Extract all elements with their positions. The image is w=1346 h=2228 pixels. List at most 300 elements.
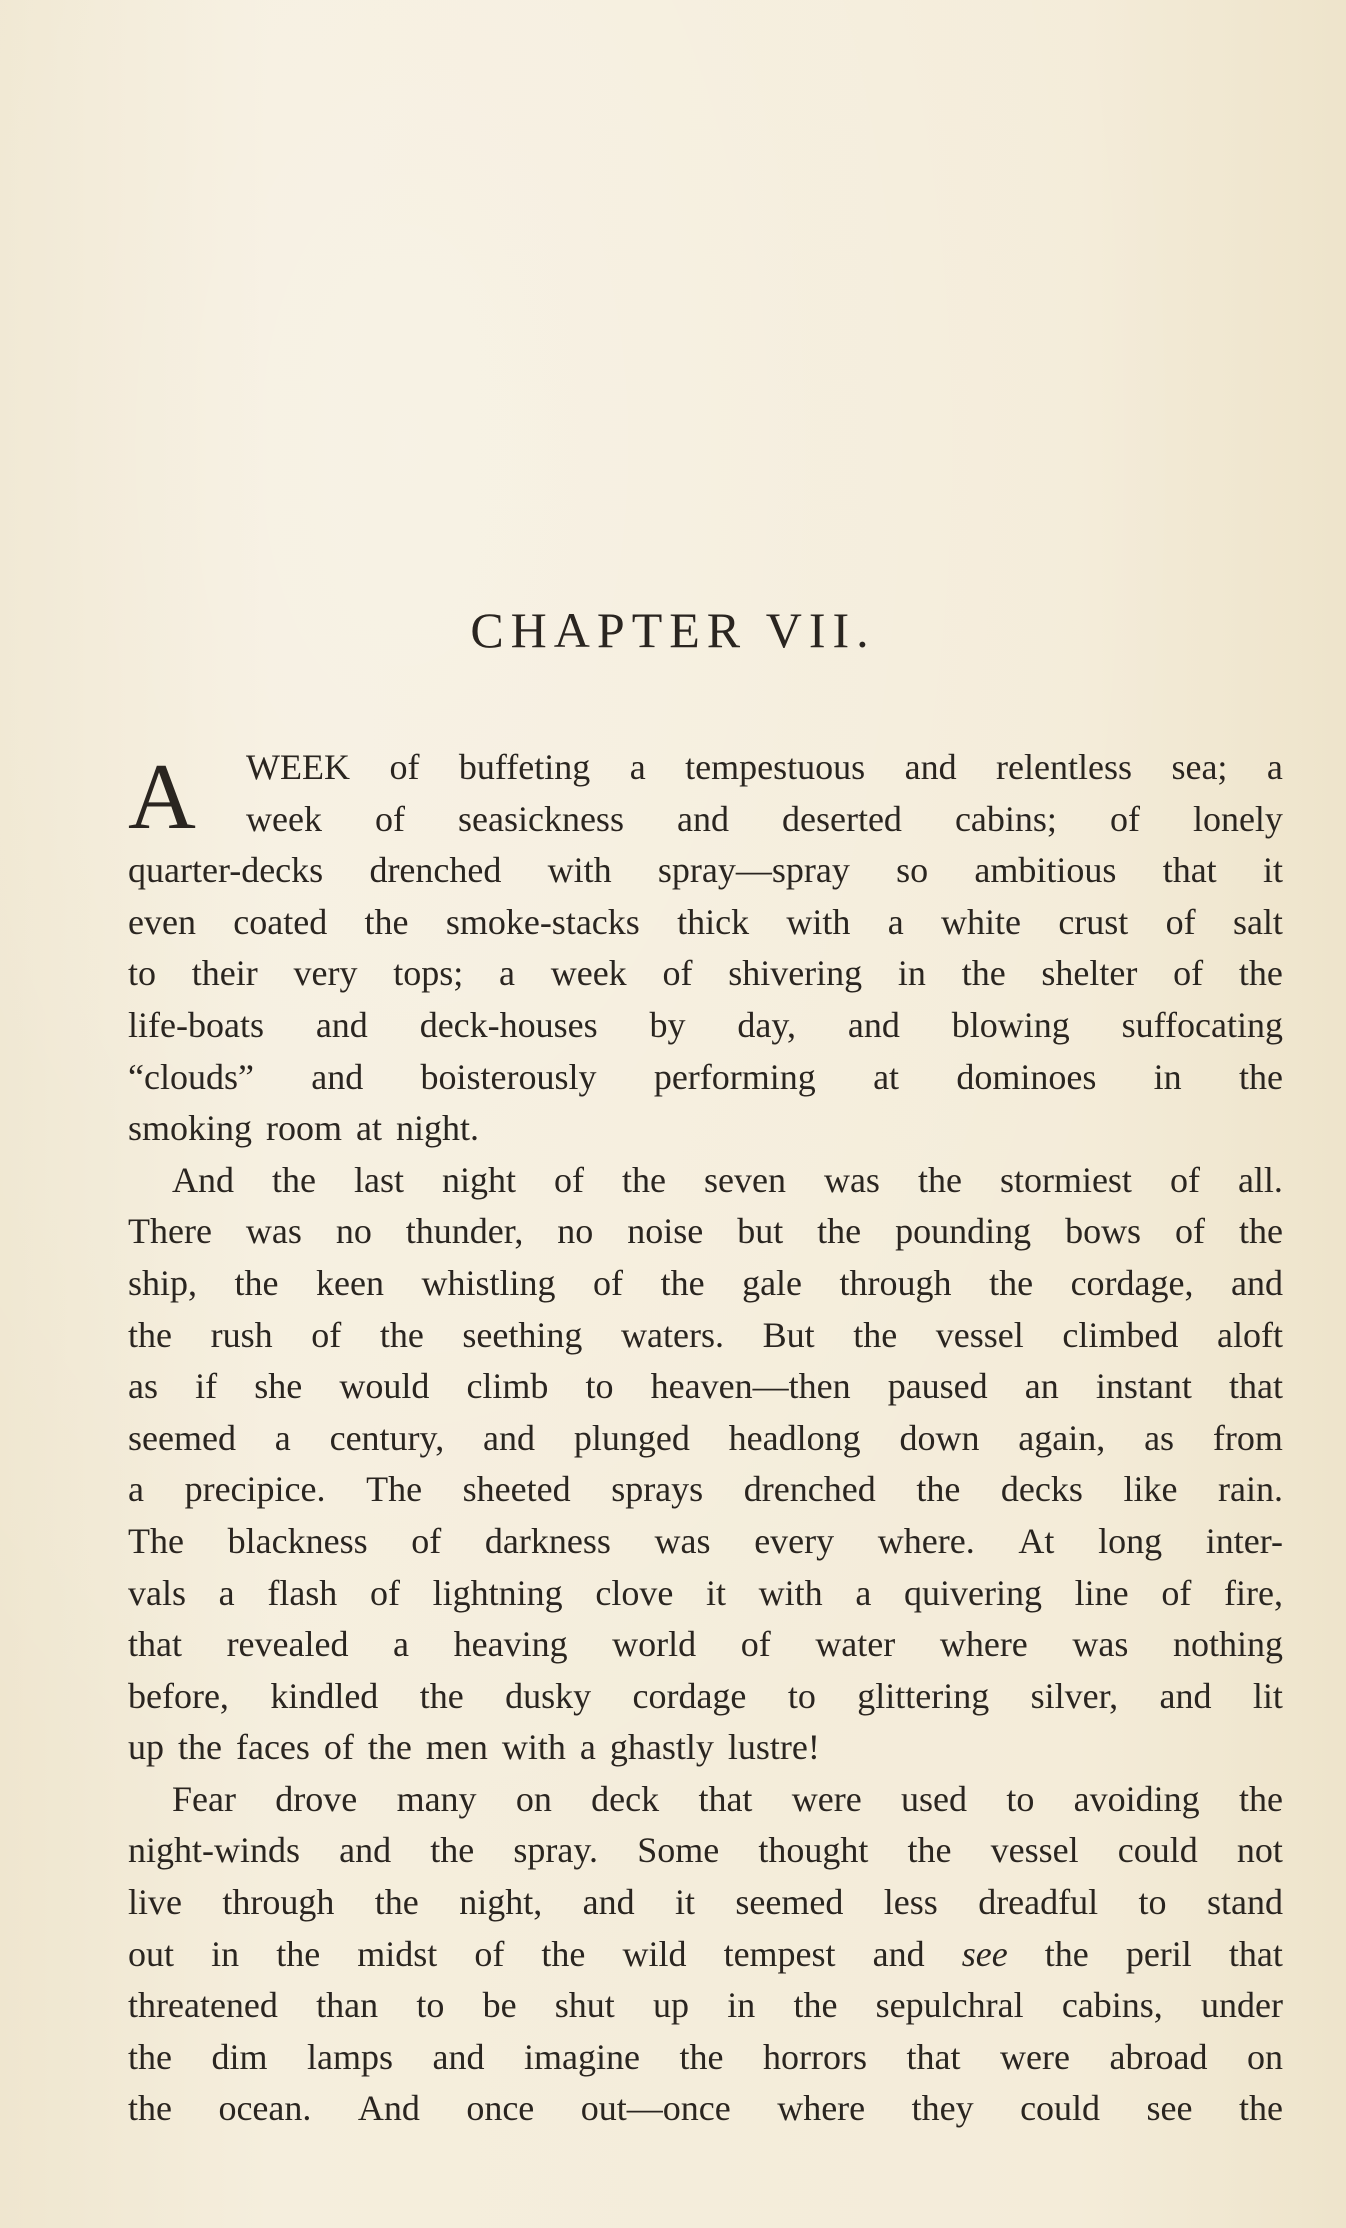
drop-cap: A xyxy=(128,745,196,849)
word: noise xyxy=(627,1211,704,1252)
word: the xyxy=(541,1933,586,1974)
word: the xyxy=(1238,1778,1283,1819)
word: to xyxy=(416,1985,445,2026)
word: dominoes xyxy=(956,1056,1097,1097)
word: than xyxy=(316,1985,379,2026)
word: inter- xyxy=(1205,1520,1283,1561)
word: it xyxy=(705,1572,726,1613)
word: a xyxy=(128,1469,144,1510)
text-line xyxy=(128,1464,1283,1516)
word: silver, xyxy=(1030,1675,1119,1716)
word: abroad xyxy=(1109,2036,1208,2077)
word: flash xyxy=(267,1572,338,1613)
word: vals xyxy=(128,1572,186,1613)
text-line xyxy=(128,1825,1283,1877)
word: But xyxy=(762,1314,815,1355)
word: where. xyxy=(877,1520,975,1561)
word: cordage, xyxy=(1070,1262,1194,1303)
word: the xyxy=(128,2088,172,2129)
word: up xyxy=(653,1985,689,2026)
word: white xyxy=(941,901,1022,942)
word: up xyxy=(128,1727,164,1768)
word: dreadful xyxy=(978,1882,1099,1923)
word: imagine xyxy=(524,2036,641,2077)
word: the xyxy=(1238,1056,1283,1097)
word: There xyxy=(128,1211,212,1252)
word: stormiest xyxy=(999,1159,1132,1200)
word: of xyxy=(323,1727,354,1768)
word: the xyxy=(374,1882,419,1923)
word: quivering xyxy=(904,1572,1042,1613)
word: a xyxy=(579,1727,596,1768)
word: tops; xyxy=(393,953,464,994)
word: that xyxy=(1228,1933,1283,1974)
word: it xyxy=(675,1882,696,1923)
word: and xyxy=(1159,1675,1212,1716)
text-line xyxy=(128,897,1283,949)
word: all. xyxy=(1237,1159,1283,1200)
word: a xyxy=(1266,747,1283,787)
word: the xyxy=(430,1830,475,1871)
word: threatened xyxy=(128,1985,278,2026)
word: that xyxy=(1162,850,1217,891)
word: and xyxy=(339,1830,392,1871)
word: of xyxy=(1161,1572,1192,1613)
word: dim xyxy=(211,2036,268,2077)
word: shivering xyxy=(728,953,863,994)
word: a xyxy=(855,1572,872,1613)
word: thick xyxy=(677,901,750,942)
word: smoking xyxy=(128,1108,253,1149)
word: that xyxy=(128,1624,182,1665)
word: through xyxy=(222,1882,335,1923)
word: keen xyxy=(316,1262,384,1303)
word: blackness xyxy=(227,1520,368,1561)
word: climbed xyxy=(1062,1314,1179,1355)
word: ghastly xyxy=(609,1727,714,1768)
word: like xyxy=(1123,1469,1178,1510)
word: line xyxy=(1074,1572,1129,1613)
text-line xyxy=(128,742,1283,794)
word: be xyxy=(482,1985,517,2026)
word: lightning xyxy=(432,1572,563,1613)
text-line xyxy=(128,2032,1283,2084)
word: a xyxy=(218,1572,235,1613)
word: drove xyxy=(275,1778,358,1819)
word: no xyxy=(557,1211,594,1252)
word: the xyxy=(1238,2088,1283,2129)
text-line xyxy=(128,845,1283,897)
word: at xyxy=(873,1056,900,1097)
word: darkness xyxy=(484,1520,611,1561)
word: and xyxy=(311,1056,364,1097)
word: dusky xyxy=(505,1675,592,1716)
word: seemed xyxy=(128,1417,236,1458)
word: the xyxy=(276,1933,321,1974)
word: that xyxy=(698,1778,753,1819)
word: the xyxy=(367,1727,412,1768)
word: that xyxy=(1228,1366,1283,1407)
word: men xyxy=(425,1727,488,1768)
word: seething xyxy=(462,1314,583,1355)
word: deck xyxy=(591,1778,660,1819)
word: and xyxy=(904,747,957,787)
word: a xyxy=(393,1624,410,1665)
word: night. xyxy=(396,1108,480,1149)
word: drenched xyxy=(743,1469,876,1510)
word: drenched xyxy=(369,850,502,891)
word: week xyxy=(246,798,322,839)
text-line xyxy=(128,1722,1283,1774)
word: to xyxy=(787,1675,816,1716)
word: of xyxy=(1173,953,1204,994)
word: an xyxy=(1024,1366,1059,1407)
word: midst xyxy=(357,1933,438,1974)
word: vessel xyxy=(990,1830,1079,1871)
word: a xyxy=(887,901,904,942)
word: with xyxy=(547,850,612,891)
word: cabins, xyxy=(1061,1985,1163,2026)
word: the xyxy=(817,1211,862,1252)
word: once xyxy=(466,2088,535,2129)
word: century, xyxy=(329,1417,445,1458)
word: WEEK xyxy=(246,747,350,787)
word: The xyxy=(366,1469,423,1510)
word: the xyxy=(1238,953,1283,994)
word: the xyxy=(128,1314,172,1355)
word: under xyxy=(1201,1985,1283,2026)
word: heaven—then xyxy=(650,1366,851,1407)
word: seemed xyxy=(735,1882,844,1923)
word: in xyxy=(897,953,926,994)
word: salt xyxy=(1232,901,1283,942)
word: And xyxy=(357,2088,420,2129)
word: she xyxy=(254,1366,303,1407)
word: sea; xyxy=(1171,747,1228,787)
word: nothing xyxy=(1172,1624,1283,1665)
word: And xyxy=(172,1159,234,1200)
word: the xyxy=(961,953,1006,994)
text-line xyxy=(128,1310,1283,1362)
text-line xyxy=(128,1516,1283,1568)
word: at xyxy=(356,1108,382,1149)
word: spray—spray xyxy=(657,850,850,891)
word: peril xyxy=(1125,1933,1192,1974)
word: the xyxy=(622,1159,666,1200)
word: where xyxy=(777,2088,866,2129)
word: suffocating xyxy=(1121,1004,1283,1045)
word: aloft xyxy=(1216,1314,1283,1355)
text-line xyxy=(128,1155,1283,1207)
word: with xyxy=(786,901,851,942)
word: as xyxy=(128,1366,158,1407)
word: seven xyxy=(703,1159,786,1200)
word: rain. xyxy=(1218,1469,1283,1510)
word: every xyxy=(754,1520,835,1561)
word: deserted xyxy=(781,798,902,839)
word: stand xyxy=(1206,1882,1283,1923)
word: was xyxy=(1072,1624,1129,1665)
word: sepulchral xyxy=(875,1985,1024,2026)
word: rush xyxy=(210,1314,273,1355)
word: on xyxy=(1246,2036,1283,2077)
word: the xyxy=(853,1314,898,1355)
word: Fear xyxy=(172,1778,236,1819)
word: world xyxy=(612,1624,697,1665)
word: room xyxy=(266,1108,343,1149)
word: to xyxy=(585,1366,614,1407)
word: out—once xyxy=(580,2088,731,2129)
word: clove xyxy=(595,1572,674,1613)
text-line xyxy=(128,1206,1283,1258)
word: many xyxy=(396,1778,477,1819)
word: was xyxy=(654,1520,711,1561)
word: in xyxy=(727,1985,756,2026)
word: was xyxy=(823,1159,880,1200)
word: the xyxy=(128,2036,172,2077)
word: again, xyxy=(1018,1417,1106,1458)
word: where xyxy=(939,1624,1028,1665)
word: deck-houses xyxy=(419,1004,598,1045)
word: were xyxy=(791,1778,862,1819)
word: waters. xyxy=(621,1314,724,1355)
word: The xyxy=(128,1520,184,1561)
word: climb xyxy=(466,1366,549,1407)
word: of xyxy=(1109,798,1140,839)
word: the xyxy=(234,1262,279,1303)
text-line xyxy=(128,1258,1283,1310)
word: of xyxy=(593,1262,624,1303)
word: cordage xyxy=(632,1675,747,1716)
word: they xyxy=(911,2088,974,2129)
word: wild xyxy=(622,1933,687,1974)
word: the xyxy=(917,1159,962,1200)
word: last xyxy=(353,1159,404,1200)
word: seasickness xyxy=(458,798,624,839)
word: of xyxy=(369,1572,400,1613)
text-line xyxy=(128,1000,1283,1052)
text-line xyxy=(128,1671,1283,1723)
word: in xyxy=(211,1933,240,1974)
word: that xyxy=(906,2036,961,2077)
text-line xyxy=(128,1413,1283,1465)
word: of xyxy=(311,1314,342,1355)
word: faces xyxy=(235,1727,310,1768)
word: tempestuous xyxy=(685,747,866,787)
word: performing xyxy=(653,1056,816,1097)
word: would xyxy=(339,1366,430,1407)
word: and xyxy=(1231,1262,1283,1303)
word: headlong xyxy=(728,1417,861,1458)
word: even xyxy=(128,901,196,942)
word: of xyxy=(1165,901,1196,942)
word: of xyxy=(1175,1211,1206,1252)
text-line xyxy=(128,1568,1283,1620)
word: bows xyxy=(1065,1211,1142,1252)
word: ship, xyxy=(128,1262,198,1303)
word: sprays xyxy=(611,1469,704,1510)
word: a xyxy=(274,1417,291,1458)
word: sheeted xyxy=(462,1469,571,1510)
word: crust xyxy=(1058,901,1129,942)
word: lustre! xyxy=(727,1727,820,1768)
word: in xyxy=(1153,1056,1182,1097)
text-line xyxy=(128,1980,1283,2032)
word: decks xyxy=(1000,1469,1083,1510)
word: cabins; xyxy=(954,798,1057,839)
word: the xyxy=(989,1262,1034,1303)
word: night, xyxy=(459,1882,543,1923)
word: the xyxy=(364,901,409,942)
word: live xyxy=(128,1882,182,1923)
word: of xyxy=(1169,1159,1200,1200)
word: life-boats xyxy=(128,1004,264,1045)
word: but xyxy=(737,1211,784,1252)
word: paused xyxy=(887,1366,988,1407)
word: shelter xyxy=(1041,953,1138,994)
word: thought xyxy=(758,1830,869,1871)
word: with xyxy=(758,1572,823,1613)
word: if xyxy=(195,1366,218,1407)
word: revealed xyxy=(226,1624,349,1665)
word: so xyxy=(896,850,929,891)
word: as xyxy=(1144,1417,1175,1458)
word: to xyxy=(128,953,157,994)
word: horrors xyxy=(763,2036,868,2077)
text-line xyxy=(128,1774,1283,1826)
text-line xyxy=(128,1619,1283,1671)
word: and xyxy=(582,1882,635,1923)
word: on xyxy=(515,1778,552,1819)
word: plunged xyxy=(573,1417,690,1458)
word: their xyxy=(191,953,258,994)
word: vessel xyxy=(935,1314,1024,1355)
word: to xyxy=(1006,1778,1035,1819)
word: lamps xyxy=(307,2036,394,2077)
word: of xyxy=(662,953,693,994)
word: the xyxy=(916,1469,961,1510)
text-line xyxy=(128,1361,1283,1413)
word: with xyxy=(501,1727,566,1768)
word: through xyxy=(839,1262,952,1303)
word: buffeting xyxy=(458,747,591,787)
word: Some xyxy=(637,1830,720,1871)
word: night xyxy=(441,1159,516,1200)
word: the xyxy=(178,1727,222,1768)
text-line xyxy=(128,794,1283,846)
word: coated xyxy=(233,901,328,942)
word: the xyxy=(272,1159,316,1200)
word: long xyxy=(1098,1520,1163,1561)
word: shut xyxy=(554,1985,615,2026)
word: of xyxy=(389,747,420,787)
chapter-text xyxy=(128,742,1283,2135)
word: day, xyxy=(737,1004,797,1045)
word: tempest xyxy=(723,1933,836,1974)
word: and xyxy=(315,1004,368,1045)
word: thunder, xyxy=(405,1211,524,1252)
word: of xyxy=(554,1159,584,1200)
word: before, xyxy=(128,1675,229,1716)
word: glittering xyxy=(857,1675,990,1716)
word: of xyxy=(740,1624,771,1665)
word: blowing xyxy=(951,1004,1070,1045)
word: the xyxy=(793,1985,838,2026)
word: quarter-decks xyxy=(128,850,324,891)
word: the xyxy=(379,1314,424,1355)
word: see xyxy=(961,1933,1008,1974)
word: the xyxy=(660,1262,705,1303)
word: “clouds” xyxy=(128,1056,254,1097)
word: and xyxy=(872,1933,925,1974)
text-line xyxy=(128,1877,1283,1929)
word: could xyxy=(1020,2088,1101,2129)
word: could xyxy=(1117,1830,1198,1871)
word: of xyxy=(374,798,405,839)
word: fire, xyxy=(1224,1572,1283,1613)
word: very xyxy=(293,953,358,994)
word: out xyxy=(128,1933,175,1974)
word: by xyxy=(649,1004,686,1045)
text-line xyxy=(128,1103,1283,1155)
word: a xyxy=(629,747,646,787)
word: used xyxy=(901,1778,968,1819)
word: avoiding xyxy=(1073,1778,1200,1819)
word: precipice. xyxy=(184,1469,326,1510)
word: were xyxy=(1000,2036,1070,2077)
word: a xyxy=(498,953,515,994)
word: and xyxy=(676,798,729,839)
text-line xyxy=(128,2083,1283,2135)
word: relentless xyxy=(996,747,1132,787)
word: the xyxy=(1238,1211,1283,1252)
word: from xyxy=(1212,1417,1283,1458)
word: of xyxy=(411,1520,442,1561)
word: ocean. xyxy=(218,2088,312,2129)
word: night-winds xyxy=(128,1830,301,1871)
word: lonely xyxy=(1192,798,1283,839)
chapter-title: CHAPTER VII. xyxy=(470,602,876,658)
word: spray. xyxy=(513,1830,599,1871)
word: down xyxy=(899,1417,980,1458)
word: week xyxy=(550,953,627,994)
word: less xyxy=(883,1882,938,1923)
word: whistling xyxy=(421,1262,556,1303)
word: instant xyxy=(1095,1366,1192,1407)
word: and xyxy=(483,1417,536,1458)
word: ambitious xyxy=(974,850,1117,891)
word: smoke-stacks xyxy=(445,901,640,942)
word: At xyxy=(1018,1520,1055,1561)
word: lit xyxy=(1252,1675,1283,1716)
text-line xyxy=(128,948,1283,1000)
word: not xyxy=(1236,1830,1283,1871)
word: gale xyxy=(742,1262,803,1303)
word: the xyxy=(907,1830,952,1871)
word: water xyxy=(815,1624,896,1665)
word: see xyxy=(1146,2088,1193,2129)
text-line xyxy=(128,1929,1283,1981)
word: the xyxy=(1044,1933,1089,1974)
word: was xyxy=(245,1211,302,1252)
word: and xyxy=(432,2036,485,2077)
word: of xyxy=(474,1933,505,1974)
word: boisterously xyxy=(420,1056,597,1097)
word: the xyxy=(679,2036,724,2077)
text-line xyxy=(128,1052,1283,1104)
word: the xyxy=(419,1675,464,1716)
word: no xyxy=(335,1211,372,1252)
